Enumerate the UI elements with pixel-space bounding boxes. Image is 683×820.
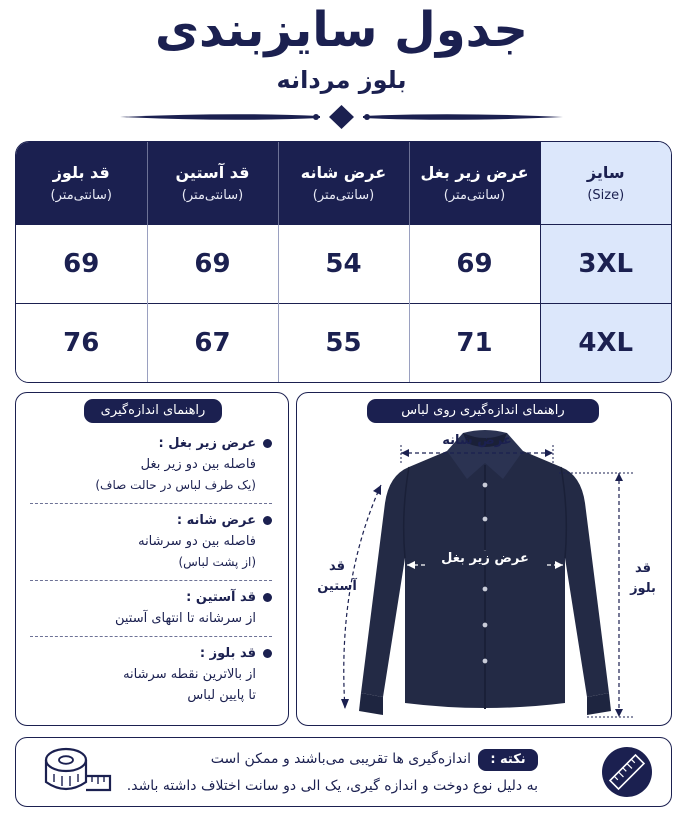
cell-shoulder: 54 — [278, 225, 409, 304]
cell-shoulder: 55 — [278, 304, 409, 382]
table-header-row — [16, 142, 671, 225]
measurement-guide-panel — [15, 392, 289, 726]
bullet-icon — [263, 593, 272, 602]
bullet-icon — [263, 439, 272, 448]
shoulder-width-label: عرض شانه — [442, 433, 512, 448]
guide-item-text: از بالاترین نقطه سرشانه — [123, 667, 256, 682]
guide-item-sleeve — [30, 587, 272, 629]
cell-sleeve: 67 — [147, 304, 278, 382]
column-header-shoulder: عرض شانه (سانتی‌متر) — [278, 142, 409, 225]
cell-length: 76 — [16, 304, 147, 382]
size-table — [15, 141, 672, 383]
cell-sleeve: 69 — [147, 225, 278, 304]
note-text-line-2: به دلیل نوع دوخت و اندازه گیری، یک الی دو سانت اختلاف داشته باشد. — [126, 778, 538, 794]
guide-item-text: از سرشانه تا انتهای آستین — [114, 611, 256, 626]
cell-length: 69 — [16, 225, 147, 304]
armpit-width-label: عرض زیر بغل — [425, 551, 545, 566]
shirt-length-label-2: بلوز — [630, 581, 656, 596]
sleeve-length-label-1: قد — [328, 559, 346, 574]
page-subtitle: بلوز مردانه — [276, 66, 407, 94]
cell-armpit: 71 — [409, 304, 540, 382]
guide-item-heading: عرض شانه : — [176, 513, 256, 528]
dashed-divider — [30, 503, 272, 504]
guide-item-shoulder — [30, 510, 272, 573]
title-divider — [120, 104, 563, 130]
bullet-icon — [263, 649, 272, 658]
guide-item-text: فاصله بین دو سرشانه — [138, 534, 256, 549]
table-row — [16, 225, 671, 304]
sleeve-length-label-2: آستین — [317, 579, 357, 594]
shirt-length-label-1: قد — [634, 561, 652, 576]
cell-armpit: 69 — [409, 225, 540, 304]
column-header-armpit: عرض زیر بغل (سانتی‌متر) — [409, 142, 540, 225]
dashed-divider — [30, 580, 272, 581]
guide-item-note: (از پشت لباس) — [178, 555, 256, 569]
column-header-length: قد بلوز (سانتی‌متر) — [16, 142, 147, 225]
cell-size: 4XL — [540, 304, 671, 382]
guide-title: راهنمای اندازه‌گیری — [84, 399, 222, 423]
dashed-divider — [30, 636, 272, 637]
column-header-sleeve: قد آستین (سانتی‌متر) — [147, 142, 278, 225]
guide-item-text-2: تا پایین لباس — [187, 688, 256, 703]
guide-item-heading: قد آستین : — [186, 590, 256, 605]
guide-item-note: (یک طرف لباس در حالت صاف) — [95, 478, 256, 492]
ruler-icon — [601, 746, 653, 798]
note-box — [15, 737, 672, 807]
measuring-tape-icon — [42, 744, 114, 800]
shirt-guide-panel — [296, 392, 672, 726]
note-text-line-1: اندازه‌گیری ها تقریبی می‌باشند و ممکن است — [210, 751, 471, 767]
bullet-icon — [263, 516, 272, 525]
page-title: جدول سایزبندی — [155, 2, 528, 58]
guide-list — [30, 433, 272, 706]
guide-item-heading: قد بلوز : — [199, 646, 256, 661]
column-header-size: سایز (Size) — [540, 142, 671, 225]
shirt-guide-title: راهنمای اندازه‌گیری روی لباس — [367, 399, 599, 423]
guide-item-text: فاصله بین دو زیر بغل — [140, 457, 256, 472]
guide-item-heading: عرض زیر بغل : — [158, 436, 256, 451]
table-row — [16, 304, 671, 382]
note-label: نکته : — [478, 749, 538, 771]
cell-size: 3XL — [540, 225, 671, 304]
guide-item-length — [30, 643, 272, 706]
guide-item-armpit — [30, 433, 272, 496]
